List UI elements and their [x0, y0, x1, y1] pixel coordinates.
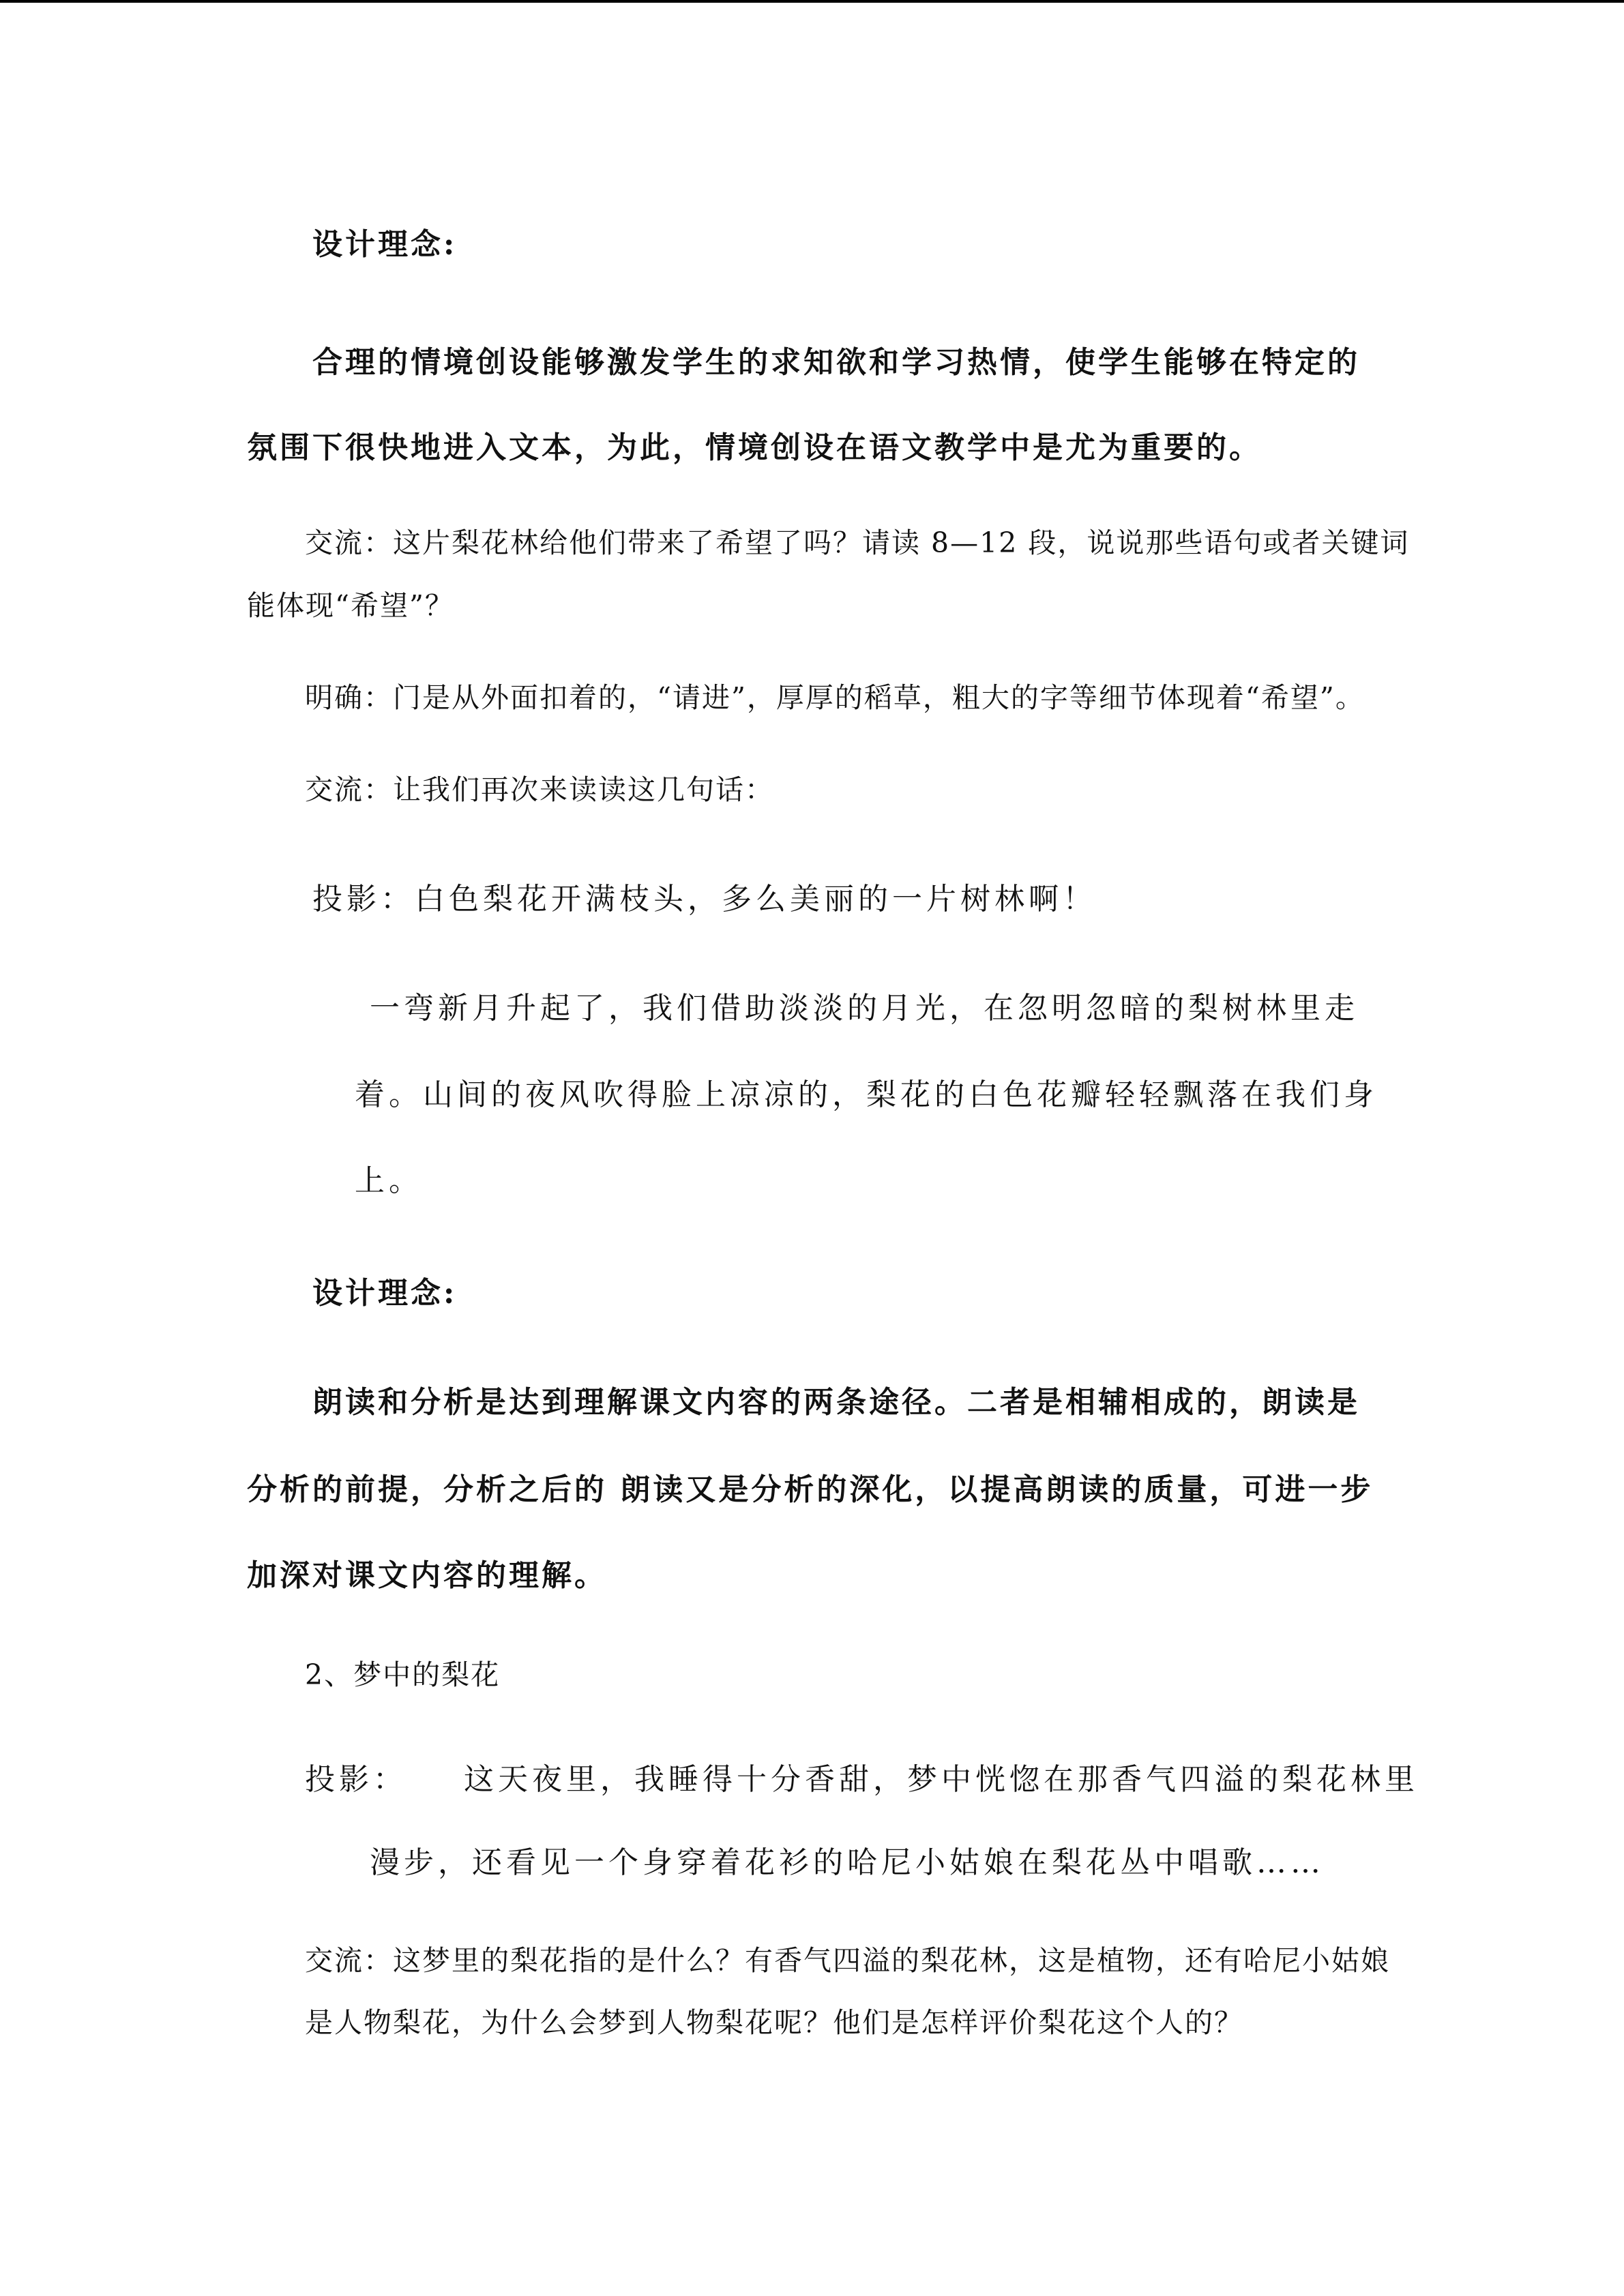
section-2-title: 2、梦中的梨花: [305, 1658, 501, 1691]
exchange-3-line-1: 交流：这梦里的梨花指的是什么？有香气四溢的梨花林，这是植物，还有哈尼小姑娘: [305, 1944, 1390, 1977]
heading-design-concept-2: 设计理念:: [312, 1276, 458, 1311]
exchange-2: 交流：让我们再次来读读这几句话：: [305, 773, 774, 806]
rationale-1-line-1: 合理的情境创设能够激发学生的求知欲和学习热情，使学生能够在特定的: [312, 345, 1360, 380]
clarify-1: 明确：门是从外面扣着的，“请进”，厚厚的稻草，粗大的字等细节体现着“希望”。: [305, 681, 1365, 714]
projection-1: 投影：白色梨花开满枝头，多么美丽的一片树林啊！: [312, 882, 1097, 916]
rationale-2-line-1: 朗读和分析是达到理解课文内容的两条途径。二者是相辅相成的，朗读是: [312, 1385, 1360, 1420]
rationale-1-line-2: 氛围下很快地进入文本，为此，情境创设在语文教学中是尤为重要的。: [247, 430, 1262, 465]
page-top-border: [0, 0, 1624, 3]
projection-2-line-2: 漫步，还看见一个身穿着花衫的哈尼小姑娘在梨花丛中唱歌……: [370, 1845, 1325, 1880]
quote-1-line-3: 上。: [355, 1163, 423, 1198]
exchange-3-line-2: 是人物梨花，为什么会梦到人物梨花呢？他们是怎样评价梨花这个人的？: [305, 2006, 1243, 2039]
quote-1-line-1: 一弯新月升起了，我们借助淡淡的月光，在忽明忽暗的梨树林里走: [370, 991, 1359, 1026]
rationale-2-line-2: 分析的前提，分析之后的 朗读又是分析的深化，以提高朗读的质量，可进一步: [247, 1472, 1374, 1507]
exchange-1-line-1: 交流：这片梨花林给他们带来了希望了吗？请读 8—12 段，说说那些语句或者关键词: [305, 526, 1410, 559]
heading-design-concept-1: 设计理念:: [312, 227, 458, 262]
rationale-2-line-3: 加深对课文内容的理解。: [247, 1558, 607, 1593]
quote-1-line-2: 着。山间的夜风吹得脸上凉凉的，梨花的白色花瓣轻轻飘落在我们身: [355, 1077, 1378, 1112]
projection-2-label: 投影：: [305, 1762, 407, 1797]
exchange-1-line-2: 能体现“希望”？: [247, 589, 454, 622]
projection-2-line-1: 这天夜里，我睡得十分香甜，梦中恍惚在那香气四溢的梨花林里: [464, 1762, 1419, 1797]
